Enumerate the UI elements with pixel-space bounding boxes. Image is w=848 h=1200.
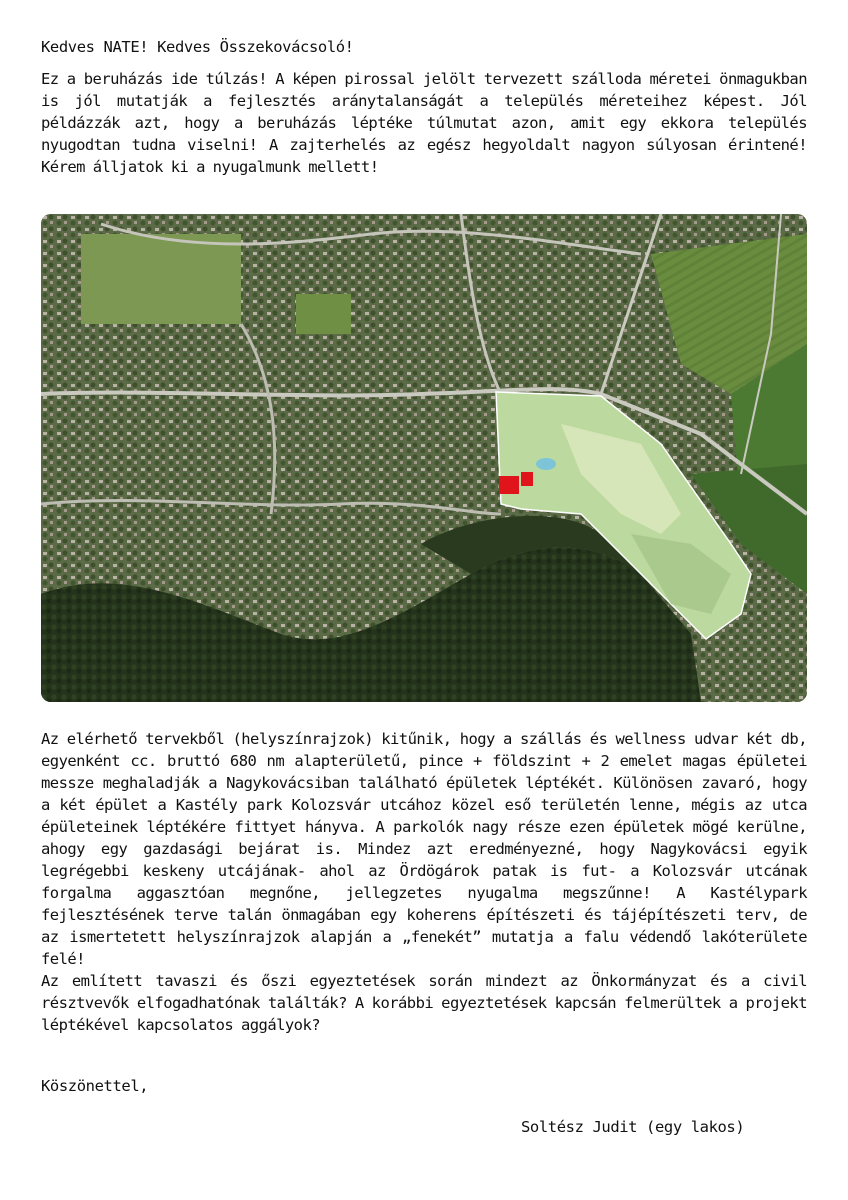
paragraph-intro: Ez a beruházás ide túlzás! A képen pirossal jelölt tervezett szálloda méretei önmagukban is jól mutatják a fejlesztés aránytalanságát a település méreteihez képest. Jól példázzák azt, hogy a beruházás léptéke túlmutat azon, amit egy ekkora település nyugodtan tudna viselni! A zajterhelés az egész hegyoldalt nagyon súlyosan érintené! Kérem álljatok ki a nyugalmunk mellett!: [41, 70, 807, 176]
hotel-marker-1: [499, 476, 519, 494]
aerial-map-image: [41, 214, 807, 702]
letter-body: [41, 728, 807, 1036]
paragraph-plans: Az elérhető tervekből (helyszínrajzok) kitűnik, hogy a szállás és wellness udvar két db, egyenként cc. bruttó 680 nm alapterületű, pince + földszint + 2 emelet magas épületei messze meghaladják a Nagykovácsiban található épületek léptékét. Különösen zavaró, hogy a két épület a Kastély park Kolozsvár utcához közel eső területén lenne, mégis az utca épületeinek léptékére fittyet hányva. A parkolók nagy része ezen épületek mögé kerülne, ahogy egy gazdasági bejárat is. Mindez azt eredményezné, hogy Nagykovácsi egyik legrégebbi keskeny utcájának- ahol az Ördögárok patak is fut- a Kolozsvár utcának forgalma aggasztóan megnőne, jellegzetes nyugalma megszűnne! A Kastélypark fejlesztésének terve talán önmagában egy koherens építészeti és tájépítészeti terv, de az ismertetett helyszínrajzok alapján a „fenekét” mutatja a falu védendő lakóterülete felé!: [41, 730, 807, 968]
signature-text: Soltész Judit (egy lakos): [521, 1118, 745, 1136]
aerial-map-graphic: [41, 214, 807, 702]
closing-text: Köszönettel,: [41, 1077, 149, 1095]
salutation: Kedves NATE! Kedves Összekovácsoló!: [41, 38, 354, 56]
letter-top: [41, 36, 807, 178]
paragraph-questions: Az említett tavaszi és őszi egyeztetések során mindezt az Önkormányzat és a civil résztvevők elfogadhatónak találták? A korábbi egyeztetések kapcsán felmerültek a projekt léptékével kapcsolatos aggályok?: [41, 972, 807, 1034]
hotel-marker-2: [521, 472, 533, 486]
